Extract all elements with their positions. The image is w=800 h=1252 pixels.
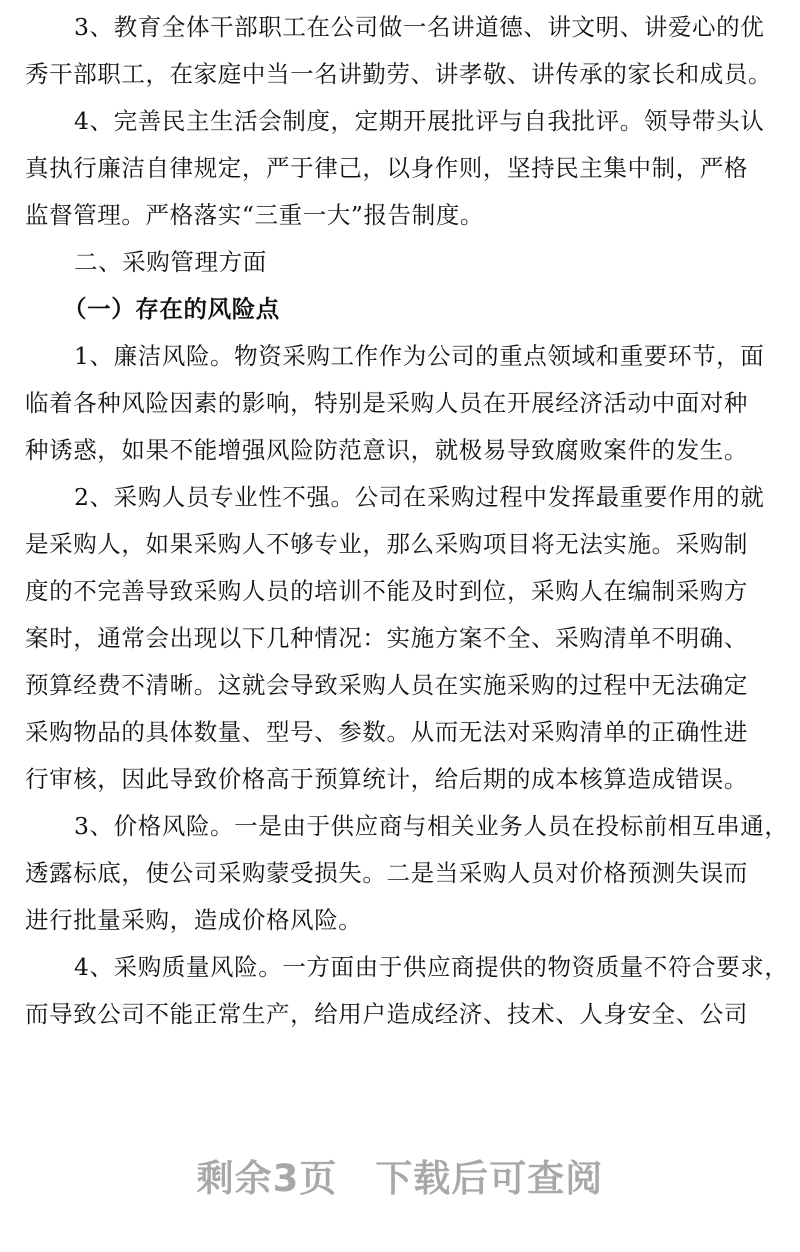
text-line: 1、廉洁风险。物资采购工作作为公司的重点领域和重要环节，面 — [74, 342, 765, 370]
text-line: 预算经费不清晰。这就会导致采购人员在实施采购的过程中无法确定 — [25, 671, 748, 699]
text-line: 进行批量采购，造成价格风险。 — [25, 906, 363, 934]
text-line: 3、价格风险。一是由于供应商与相关业务人员在投标前相互串通， — [74, 812, 789, 840]
text-line: 行审核，因此导致价格高于预算统计，给后期的成本核算造成错误。 — [25, 765, 748, 793]
text-line: 而导致公司不能正常生产，给用户造成经济、技术、人身安全、公司 — [25, 1000, 748, 1028]
text-line: 临着各种风险因素的影响，特别是采购人员在开展经济活动中面对种 — [25, 389, 748, 417]
text-line: 透露标底，使公司采购蒙受损失。二是当采购人员对价格预测失误而 — [25, 859, 748, 887]
section-heading: 二、采购管理方面 — [74, 248, 267, 276]
text-line: 是采购人，如果采购人不够专业，那么采购项目将无法实施。采购制 — [25, 530, 748, 558]
text-line: 度的不完善导致采购人员的培训不能及时到位，采购人在编制采购方 — [25, 577, 748, 605]
text-line: 4、采购质量风险。一方面由于供应商提供的物资质量不符合要求， — [74, 953, 789, 981]
text-line: 2、采购人员专业性不强。公司在采购过程中发挥最重要作用的就 — [74, 483, 765, 511]
text-line: 真执行廉洁自律规定，严于律己，以身作则，坚持民主集中制，严格 — [25, 154, 748, 182]
text-line: 3、教育全体干部职工在公司做一名讲道德、讲文明、讲爱心的优 — [74, 13, 765, 41]
remaining-pages-label: 剩余3页 — [196, 1157, 338, 1200]
text-line: 采购物品的具体数量、型号、参数。从而无法对采购清单的正确性进 — [25, 718, 748, 746]
download-prompt[interactable] — [0, 1148, 800, 1202]
text-line: 监督管理。严格落实“三重一大”报告制度。 — [25, 201, 485, 229]
text-line: 秀干部职工，在家庭中当一名讲勤劳、讲孝敬、讲传承的家长和成员。 — [25, 60, 773, 88]
download-to-view-label[interactable]: 下载后可查阅 — [375, 1157, 604, 1200]
text-line: 种诱惑，如果不能增强风险防范意识，就极易导致腐败案件的发生。 — [25, 436, 748, 464]
text-line: 案时，通常会出现以下几种情况：实施方案不全、采购清单不明确、 — [25, 624, 748, 652]
text-line: 4、完善民主生活会制度，定期开展批评与自我批评。领导带头认 — [74, 107, 765, 135]
document-body — [25, 4, 789, 1038]
subsection-heading: （一）存在的风险点 — [63, 295, 280, 323]
